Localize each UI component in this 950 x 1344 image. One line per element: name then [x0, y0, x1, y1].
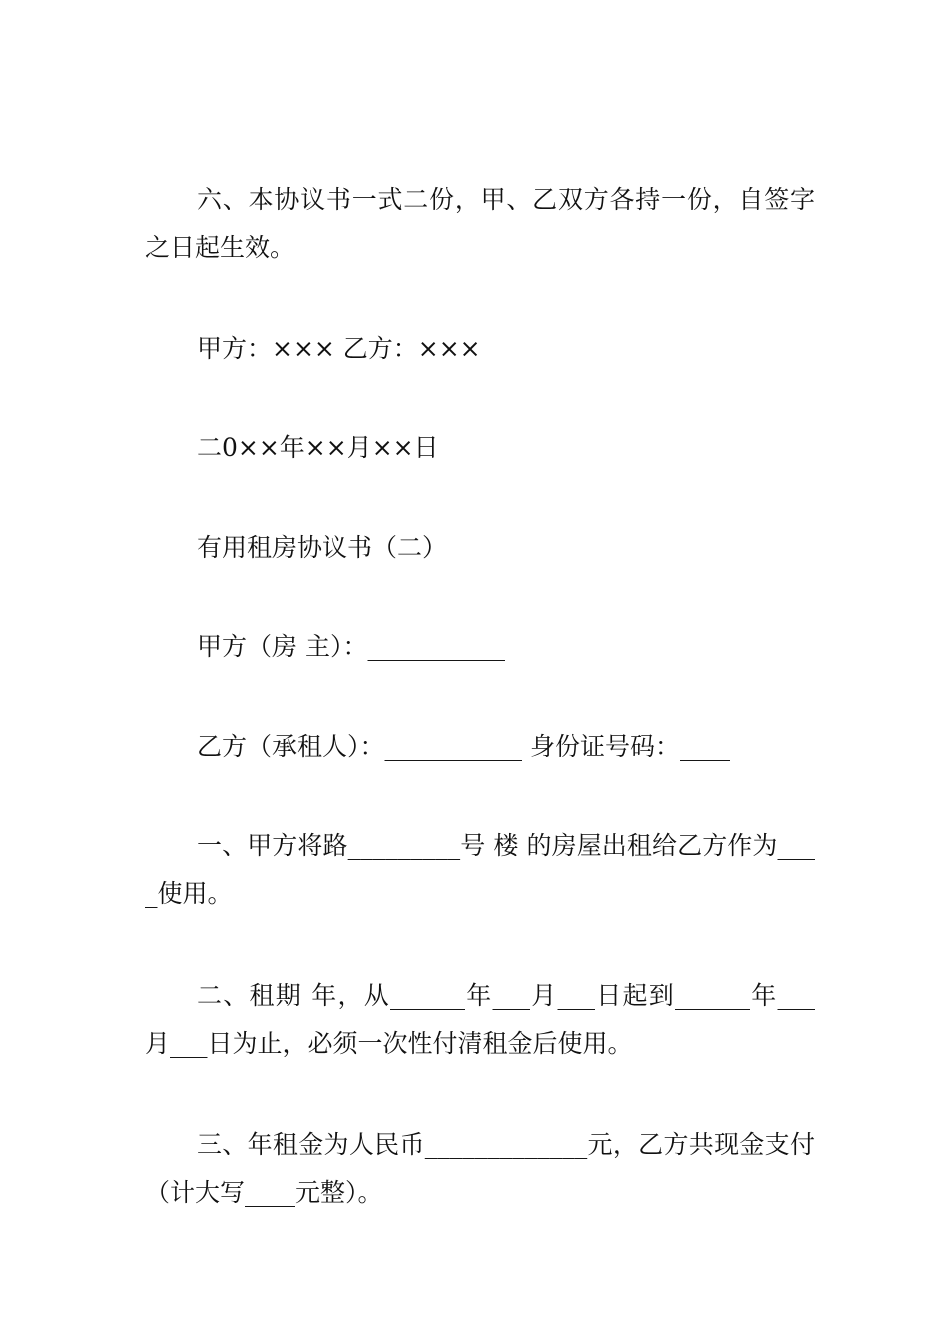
paragraph-date: 二0××年××月××日: [197, 433, 439, 462]
paragraph-agreement-title: 有用租房协议书（二）: [197, 533, 448, 562]
paragraph-clause-2: 二、租期 年，从______年___月___日起到______年___月___日为止，必须一次性付清租金后使用。: [145, 981, 815, 1058]
paragraph-party-a: 甲方（房 主）：___________: [197, 632, 505, 661]
paragraph-party-b: 乙方（承租人）：___________ 身份证号码：____: [197, 732, 730, 761]
paragraph-effective-clause: 六、本协议书一式二份，甲、乙双方各持一份，自签字之日起生效。: [145, 185, 815, 262]
paragraph-signatures: 甲方：××× 乙方：×××: [197, 334, 481, 363]
paragraph-clause-3: 三、年租金为人民币_____________元，乙方共现金支付（计大写____元整）。: [145, 1130, 815, 1207]
paragraph-clause-1: 一、甲方将路_________号 楼 的房屋出租给乙方作为____使用。: [145, 831, 815, 908]
